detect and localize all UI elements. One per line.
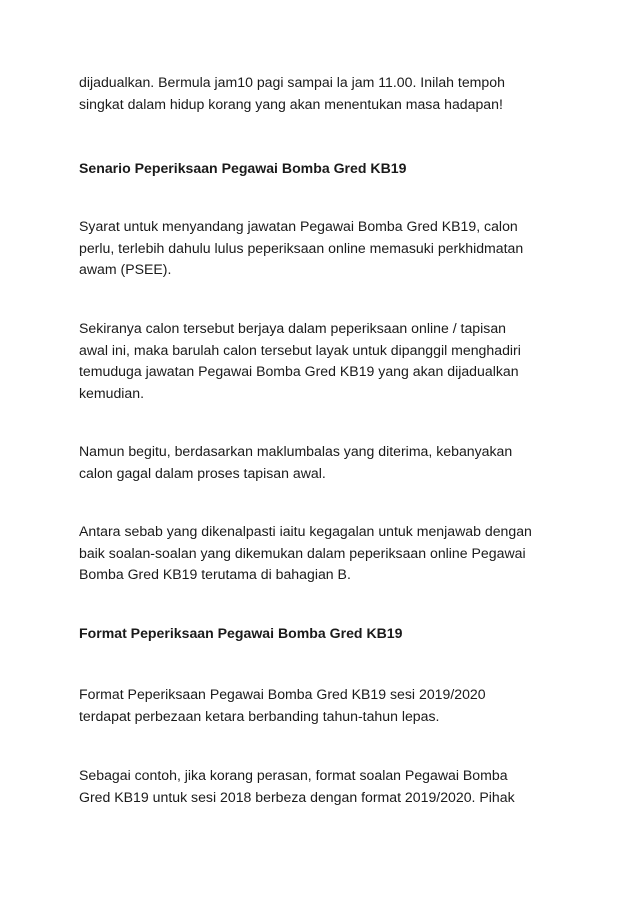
text-line: perlu, terlebih dahulu lulus peperiksaan online memasuki perkhidmatan (79, 239, 524, 256)
text-line: dijadualkan. Bermula jam10 pagi sampai la jam 11.00. Inilah tempoh (79, 74, 505, 90)
paragraph-syarat (79, 216, 579, 281)
text-line: terdapat perbezaan ketara berbanding tahun-tahun lepas. (79, 707, 440, 724)
paragraph-sekiranya (79, 318, 579, 404)
text-line: Antara sebab yang dikenalpasti iaitu kegagalan untuk menjawab dengan (79, 523, 532, 539)
paragraph-sebagai (79, 765, 579, 808)
text-line: Format Peperiksaan Pegawai Bomba Gred KB19 sesi 2019/2020 (79, 686, 486, 702)
section-heading-senario (79, 158, 579, 180)
text-line: Syarat untuk menyandang jawatan Pegawai Bomba Gred KB19, calon (79, 218, 518, 234)
text-line: awam (PSEE). (79, 261, 172, 278)
paragraph-antara (79, 521, 579, 586)
text-line: Namun begitu, berdasarkan maklumbalas yang diterima, kebanyakan (79, 443, 513, 459)
heading-text: Senario Peperiksaan Pegawai Bomba Gred KB19 (79, 160, 407, 176)
text-line: Sekiranya calon tersebut berjaya dalam peperiksaan online / tapisan (79, 320, 506, 336)
text-line: awal ini, maka barulah calon tersebut layak untuk dipanggil menghadiri (79, 341, 521, 358)
text-line: Sebagai contoh, jika korang perasan, format soalan Pegawai Bomba (79, 767, 508, 783)
text-line: calon gagal dalam proses tapisan awal. (79, 464, 326, 481)
heading-text: Format Peperiksaan Pegawai Bomba Gred KB19 (79, 625, 403, 641)
text-line: singkat dalam hidup korang yang akan menentukan masa hadapan! (79, 95, 503, 112)
paragraph-intro (79, 72, 579, 115)
text-line: Gred KB19 untuk sesi 2018 berbeza dengan format 2019/2020. Pihak (79, 788, 515, 805)
section-heading-format (79, 623, 579, 645)
text-line: temuduga jawatan Pegawai Bomba Gred KB19 yang akan dijadualkan (79, 363, 519, 380)
text-line: kemudian. (79, 384, 145, 401)
paragraph-namun (79, 441, 579, 484)
text-line: baik soalan-soalan yang dikemukan dalam peperiksaan online Pegawai (79, 544, 526, 561)
text-line: Bomba Gred KB19 terutama di bahagian B. (79, 566, 351, 583)
paragraph-format (79, 684, 579, 727)
